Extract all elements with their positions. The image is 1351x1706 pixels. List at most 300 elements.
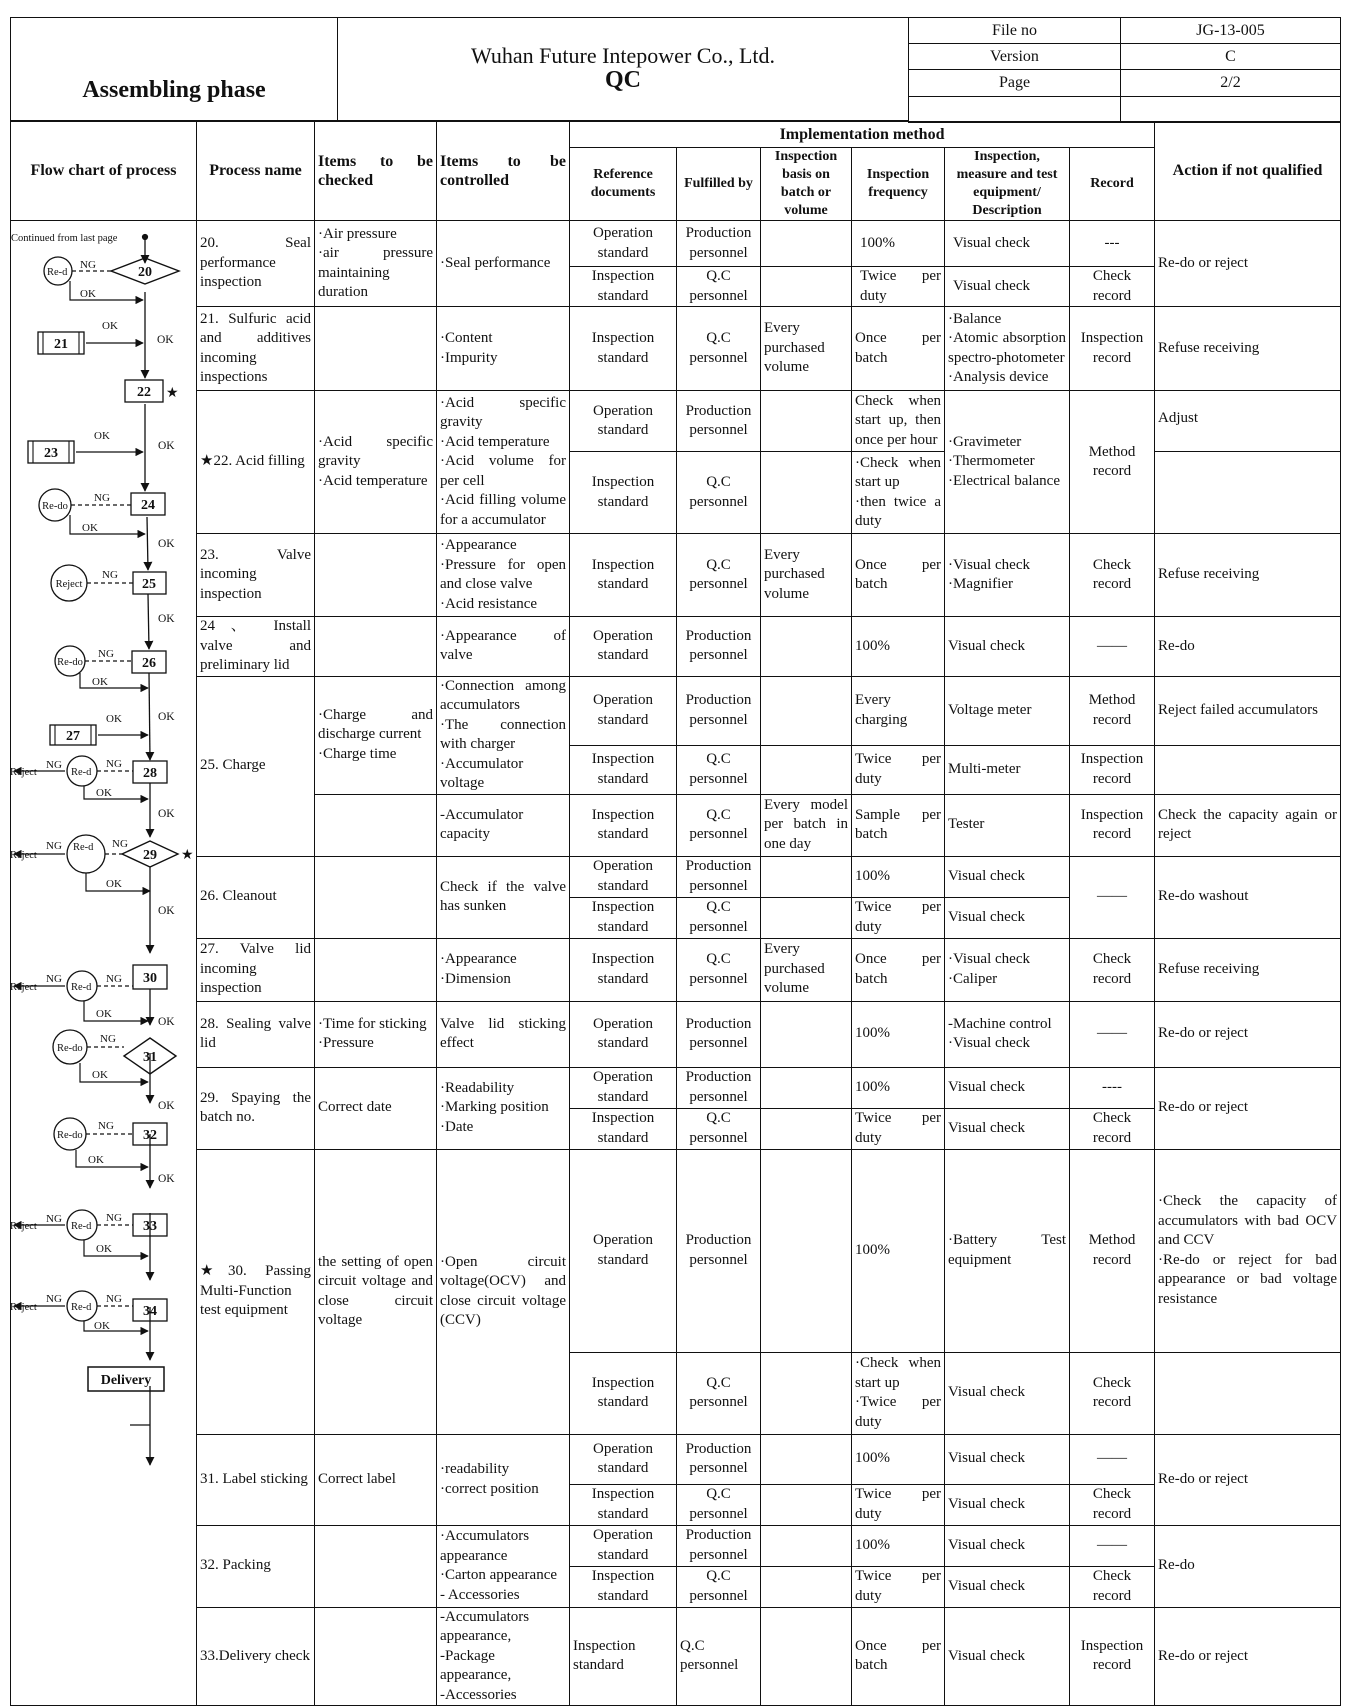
col-inspection-frequency: Inspection frequency (852, 148, 945, 221)
action-22a: Adjust (1155, 391, 1341, 452)
document-title: Assembling phase (10, 17, 337, 121)
flow-step-label-34: 34 (143, 1304, 157, 1319)
equipment-26a: Visual check (945, 856, 1070, 897)
flow-ok-label: OK (80, 288, 96, 300)
flow-ng-label: NG (46, 840, 62, 852)
fulfilled-26b: Q.C personnel (677, 897, 761, 938)
reference-25b: Inspection standard (570, 745, 677, 794)
reference-23: Inspection standard (570, 534, 677, 617)
process-name-24: 24 、 Install valve and preliminary lid (197, 617, 315, 677)
flow-ng-label: NG (106, 973, 122, 985)
items-controlled-20: ·Seal performance (437, 221, 570, 307)
fulfilled-30a: Production personnel (677, 1149, 761, 1352)
items-controlled-32: ·Accumulators appearance ·Carton appearance - Accessories (437, 1525, 570, 1607)
flow-redo-label: Re-do (42, 501, 68, 512)
reference-24: Operation standard (570, 617, 677, 677)
items-checked-25: ·Charge and discharge current ·Charge time (315, 676, 437, 794)
reference-25a: Operation standard (570, 676, 677, 745)
reference-30a: Operation standard (570, 1149, 677, 1352)
flow-delivery-label: Delivery (100, 1373, 152, 1388)
action-27: Refuse receiving (1155, 938, 1341, 1001)
action-25c: Check the capacity again or reject (1155, 794, 1341, 856)
fulfilled-29a: Production personnel (677, 1067, 761, 1108)
action-25a: Reject failed accumulators (1155, 676, 1341, 745)
frequency-22b: ·Check when start up ·then twice a duty (852, 452, 945, 534)
items-checked-31: Correct label (315, 1434, 437, 1525)
process-name-26: 26. Cleanout (197, 856, 315, 938)
basis-27: Every purchased volume (761, 938, 852, 1001)
flow-ok-label: OK (158, 905, 175, 917)
equipment-20a: Visual check (945, 221, 1070, 267)
reference-27: Inspection standard (570, 938, 677, 1001)
flow-ok-return (84, 786, 148, 799)
process-flow-chart (10, 225, 210, 1682)
record-33: Inspection record (1070, 1607, 1155, 1706)
items-checked-29: Correct date (315, 1067, 437, 1149)
items-controlled-33: -Accumulators appearance, -Package appearance, -Accessories (437, 1607, 570, 1706)
flow-ng-label: NG (100, 1033, 116, 1045)
frequency-21: Once per batch (852, 307, 945, 391)
col-reference-documents: Reference documents (570, 148, 677, 221)
flow-ng-label: NG (106, 1293, 122, 1305)
fulfilled-30b: Q.C personnel (677, 1352, 761, 1434)
flow-reject-label: Reject (10, 982, 37, 993)
flow-ok-label: OK (158, 1173, 175, 1185)
flow-ok-label: OK (158, 1016, 175, 1028)
col-items-checked: Items to be checked (315, 122, 437, 221)
company-name: Wuhan Future Intepower Co., Ltd. (471, 43, 775, 68)
flow-redo-label: Re-d (71, 1302, 92, 1313)
flow-redo-label: Re-do (57, 1043, 83, 1054)
equipment-31a: Visual check (945, 1434, 1070, 1484)
items-controlled-21: ·Content ·Impurity (437, 307, 570, 391)
equipment-30b: Visual check (945, 1352, 1070, 1434)
action-31: Re-do or reject (1155, 1434, 1341, 1525)
basis-26b (761, 897, 852, 938)
items-checked-33 (315, 1607, 437, 1706)
process-name-30: ★30. Passing Multi-Function test equipment (197, 1149, 315, 1434)
action-32: Re-do (1155, 1525, 1341, 1607)
fulfilled-31a: Production personnel (677, 1434, 761, 1484)
flow-ok-label: OK (96, 1008, 112, 1020)
record-25b: Inspection record (1070, 745, 1155, 794)
basis-32a (761, 1525, 852, 1566)
flow-step-label-22: 22 (137, 385, 151, 400)
action-24: Re-do (1155, 617, 1341, 677)
reference-26a: Operation standard (570, 856, 677, 897)
reference-32b: Inspection standard (570, 1566, 677, 1607)
flow-start-dot (142, 234, 147, 239)
flow-ok-label: OK (106, 713, 122, 725)
frequency-25c: Sample per batch (852, 794, 945, 856)
flow-reject-label: Reject (10, 1302, 37, 1313)
flow-redo-label: Re-do (57, 657, 83, 668)
items-checked-21 (315, 307, 437, 391)
frequency-30b: ·Check when start up ·Twice per duty (852, 1352, 945, 1434)
fulfilled-32a: Production personnel (677, 1525, 761, 1566)
flow-step-label-25: 25 (142, 577, 156, 592)
fulfilled-22a: Production personnel (677, 391, 761, 452)
flow-ok-label: OK (82, 522, 98, 534)
flow-ok-return (84, 1240, 148, 1256)
frequency-32a: 100% (852, 1525, 945, 1566)
flow-ok-return (80, 673, 148, 688)
reference-33: Inspection standard (570, 1607, 677, 1706)
action-22b (1155, 452, 1341, 534)
flow-ok-return (84, 1001, 148, 1021)
flow-ok-label: OK (158, 1100, 175, 1112)
record-23: Check record (1070, 534, 1155, 617)
basis-31b (761, 1484, 852, 1525)
flow-ng-label: NG (80, 259, 96, 271)
frequency-29a: 100% (852, 1067, 945, 1108)
record-32b: Check record (1070, 1566, 1155, 1607)
fulfilled-33: Q.C personnel (677, 1607, 761, 1706)
action-21: Refuse receiving (1155, 307, 1341, 391)
flow-continued-label: Continued from last page (11, 233, 118, 244)
flow-ng-label: NG (46, 1293, 62, 1305)
flow-ok-label: OK (92, 1069, 108, 1081)
record-28: —— (1070, 1001, 1155, 1067)
items-controlled-31: ·readability ·correct position (437, 1434, 570, 1525)
items-controlled-29: ·Readability ·Marking position ·Date (437, 1067, 570, 1149)
items-checked-28: ·Time for sticking ·Pressure (315, 1001, 437, 1067)
equipment-33: Visual check (945, 1607, 1070, 1706)
record-29a: ---- (1070, 1067, 1155, 1108)
basis-23: Every purchased volume (761, 534, 852, 617)
flow-reject-label: Reject (10, 767, 37, 778)
items-checked-22: ·Acid specific gravity ·Acid temperature (315, 391, 437, 534)
basis-30a (761, 1149, 852, 1352)
flow-step-label-24: 24 (141, 498, 155, 513)
basis-29b (761, 1108, 852, 1149)
flow-step-label-32: 32 (143, 1128, 157, 1143)
flow-ng-label: NG (46, 973, 62, 985)
equipment-28: -Machine control ·Visual check (945, 1001, 1070, 1067)
equipment-25c: Tester (945, 794, 1070, 856)
flow-redo-label: Re-d (71, 1221, 92, 1232)
flow-ng-label: NG (46, 759, 62, 771)
reference-32a: Operation standard (570, 1525, 677, 1566)
reference-22a: Operation standard (570, 391, 677, 452)
flow-step-label-27: 27 (66, 729, 80, 744)
frequency-24: 100% (852, 617, 945, 677)
col-fulfilled-by: Fulfilled by (677, 148, 761, 221)
items-checked-20: ·Air pressure ·air pressure maintaining duration (315, 221, 437, 307)
flow-redo-label: Re-do (57, 1130, 83, 1141)
basis-28 (761, 1001, 852, 1067)
equipment-29a: Visual check (945, 1067, 1070, 1108)
record-24: —— (1070, 617, 1155, 677)
reference-26b: Inspection standard (570, 897, 677, 938)
process-name-23: 23. Valve incoming inspection (197, 534, 315, 617)
frequency-23: Once per batch (852, 534, 945, 617)
flow-ng-label: NG (106, 1212, 122, 1224)
equipment-29b: Visual check (945, 1108, 1070, 1149)
equipment-20b: Visual check (945, 267, 1070, 307)
reference-31b: Inspection standard (570, 1484, 677, 1525)
flow-step-label-28: 28 (143, 766, 157, 781)
flow-ok-label: OK (158, 440, 175, 452)
reference-28: Operation standard (570, 1001, 677, 1067)
flow-ok-label: OK (158, 538, 175, 550)
department-name: QC (605, 67, 641, 93)
items-controlled-25c: -Accumulator capacity (437, 794, 570, 856)
basis-25b (761, 745, 852, 794)
company-header (337, 17, 909, 121)
reference-25c: Inspection standard (570, 794, 677, 856)
frequency-30a: 100% (852, 1149, 945, 1352)
col-process-name: Process name (197, 122, 315, 221)
flow-ok-label: OK (88, 1154, 104, 1166)
reference-30b: Inspection standard (570, 1352, 677, 1434)
flow-redo-label: Re-d (73, 842, 94, 853)
flow-reject-label: Reject (55, 579, 83, 590)
frequency-27: Once per batch (852, 938, 945, 1001)
record-20a: --- (1070, 221, 1155, 267)
process-name-25: 25. Charge (197, 676, 315, 856)
frequency-29b: Twice per duty (852, 1108, 945, 1149)
flow-redo-label: Re-d (47, 267, 68, 278)
reference-31a: Operation standard (570, 1434, 677, 1484)
file-no-value: JG-13-005 (1121, 18, 1341, 44)
action-23: Refuse receiving (1155, 534, 1341, 617)
page-value: 2/2 (1121, 70, 1341, 96)
items-checked-26 (315, 856, 437, 938)
fulfilled-20b: Q.C personnel (677, 267, 761, 307)
col-record: Record (1070, 148, 1155, 221)
frequency-33: Once per batch (852, 1607, 945, 1706)
record-31a: —— (1070, 1434, 1155, 1484)
equipment-30a: ·Battery Test equipment (945, 1149, 1070, 1352)
basis-30b (761, 1352, 852, 1434)
basis-26a (761, 856, 852, 897)
process-name-21: 21. Sulfuric acid and additives incoming inspections (197, 307, 315, 391)
col-inspection-basis: Inspection basis on batch or volume (761, 148, 852, 221)
flow-redo-label: Re-d (71, 982, 92, 993)
frequency-28: 100% (852, 1001, 945, 1067)
fulfilled-25c: Q.C personnel (677, 794, 761, 856)
col-inspection-equipment: Inspection, measure and test equipment/ Description (945, 148, 1070, 221)
frequency-26a: 100% (852, 856, 945, 897)
items-checked-23 (315, 534, 437, 617)
frequency-31a: 100% (852, 1434, 945, 1484)
frequency-32b: Twice per duty (852, 1566, 945, 1607)
items-controlled-27: ·Appearance ·Dimension (437, 938, 570, 1001)
record-20b: Check record (1070, 267, 1155, 307)
flow-ok-label: OK (158, 808, 175, 820)
basis-24 (761, 617, 852, 677)
frequency-20b: Twice per duty (852, 267, 945, 307)
items-checked-27 (315, 938, 437, 1001)
frequency-26b: Twice per duty (852, 897, 945, 938)
basis-29a (761, 1067, 852, 1108)
items-controlled-26: Check if the valve has sunken (437, 856, 570, 938)
flow-ok-label: OK (96, 787, 112, 799)
frequency-25b: Twice per duty (852, 745, 945, 794)
page-label: Page (909, 70, 1121, 96)
fulfilled-20a: Production personnel (677, 221, 761, 267)
flow-ok-label: OK (102, 320, 118, 332)
equipment-25b: Multi-meter (945, 745, 1070, 794)
flow-ng-label: NG (112, 838, 128, 850)
items-controlled-24: ·Appearance of valve (437, 617, 570, 677)
flow-step-label-31: 31 (143, 1050, 157, 1065)
record-31b: Check record (1070, 1484, 1155, 1525)
col-implementation-method: Implementation method (570, 122, 1155, 148)
meta-blank-cell (1121, 96, 1341, 122)
flow-step-label-20: 20 (138, 265, 152, 280)
equipment-31b: Visual check (945, 1484, 1070, 1525)
action-25b (1155, 745, 1341, 794)
flow-ok-label: OK (157, 334, 174, 346)
fulfilled-29b: Q.C personnel (677, 1108, 761, 1149)
process-name-29: 29. Spaying the batch no. (197, 1067, 315, 1149)
process-name-28: 28. Sealing valve lid (197, 1001, 315, 1067)
equipment-24: Visual check (945, 617, 1070, 677)
basis-32b (761, 1566, 852, 1607)
basis-22a (761, 391, 852, 452)
flow-arrow (149, 673, 150, 760)
flow-ok-return (76, 1150, 148, 1167)
flow-step-label-30: 30 (143, 971, 157, 986)
equipment-21: ·Balance ·Atomic absorption spectro-photometer ·Analysis device (945, 307, 1070, 391)
basis-31a (761, 1434, 852, 1484)
record-29b: Check record (1070, 1108, 1155, 1149)
basis-22b (761, 452, 852, 534)
action-30a: ·Check the capacity of accumulators with bad OCV and CCV ·Re-do or reject for bad appearance or bad voltage resistance (1155, 1149, 1341, 1352)
fulfilled-24: Production personnel (677, 617, 761, 677)
record-25c: Inspection record (1070, 794, 1155, 856)
action-33: Re-do or reject (1155, 1607, 1341, 1706)
version-label: Version (909, 44, 1121, 70)
flow-step-label-29: 29 (143, 848, 157, 863)
reference-22b: Inspection standard (570, 452, 677, 534)
reference-20a: Operation standard (570, 221, 677, 267)
action-26: Re-do washout (1155, 856, 1341, 938)
process-name-33: 33.Delivery check (197, 1607, 315, 1706)
record-26: —— (1070, 856, 1155, 938)
equipment-32a: Visual check (945, 1525, 1070, 1566)
flow-reject-label: Reject (10, 850, 37, 861)
basis-25a (761, 676, 852, 745)
flow-ok-label: OK (92, 676, 108, 688)
items-controlled-23: ·Appearance ·Pressure for open and close valve ·Acid resistance (437, 534, 570, 617)
meta-blank-cell (909, 96, 1121, 122)
frequency-25a: Every charging (852, 676, 945, 745)
record-30a: Method record (1070, 1149, 1155, 1352)
action-28: Re-do or reject (1155, 1001, 1341, 1067)
flow-ng-label: NG (98, 1120, 114, 1132)
process-name-22: ★22. Acid filling (197, 391, 315, 534)
record-30b: Check record (1070, 1352, 1155, 1434)
flow-critical-star: ★ (181, 848, 194, 863)
flow-ok-label: OK (158, 711, 175, 723)
basis-25c: Every model per batch in one day (761, 794, 852, 856)
flow-ng-label: NG (102, 569, 118, 581)
reference-29b: Inspection standard (570, 1108, 677, 1149)
record-32a: —— (1070, 1525, 1155, 1566)
process-name-27: 27. Valve lid incoming inspection (197, 938, 315, 1001)
items-checked-24 (315, 617, 437, 677)
flow-ng-label: NG (106, 758, 122, 770)
record-25a: Method record (1070, 676, 1155, 745)
action-30b (1155, 1352, 1341, 1434)
action-20: Re-do or reject (1155, 221, 1341, 307)
equipment-22: ·Gravimeter ·Thermometer ·Electrical balance (945, 391, 1070, 534)
flow-ng-label: NG (46, 1213, 62, 1225)
basis-20a (761, 221, 852, 267)
equipment-32b: Visual check (945, 1566, 1070, 1607)
process-name-32: 32. Packing (197, 1525, 315, 1607)
fulfilled-25a: Production personnel (677, 676, 761, 745)
flow-reject-label: Reject (10, 1221, 37, 1232)
fulfilled-23: Q.C personnel (677, 534, 761, 617)
basis-21: Every purchased volume (761, 307, 852, 391)
frequency-20a: 100% (852, 221, 945, 267)
flow-arrow (148, 594, 149, 649)
fulfilled-21: Q.C personnel (677, 307, 761, 391)
items-controlled-30: ·Open circuit voltage(OCV) and close circuit voltage (CCV) (437, 1149, 570, 1434)
action-29: Re-do or reject (1155, 1067, 1341, 1149)
flow-ok-label: OK (106, 878, 122, 890)
equipment-27: ·Visual check ·Caliper (945, 938, 1070, 1001)
equipment-26b: Visual check (945, 897, 1070, 938)
process-name-20: 20. Seal performance inspection (197, 221, 315, 307)
reference-20b: Inspection standard (570, 267, 677, 307)
col-action-if-not-qualified: Action if not qualified (1155, 122, 1341, 221)
col-items-controlled: Items to be controlled (437, 122, 570, 221)
items-controlled-28: Valve lid sticking effect (437, 1001, 570, 1067)
items-checked-30: the setting of open circuit voltage and close circuit voltage (315, 1149, 437, 1434)
flow-step-label-33: 33 (143, 1219, 157, 1234)
fulfilled-32b: Q.C personnel (677, 1566, 761, 1607)
equipment-25a: Voltage meter (945, 676, 1070, 745)
equipment-23: ·Visual check ·Magnifier (945, 534, 1070, 617)
flow-ok-label: OK (94, 430, 110, 442)
fulfilled-28: Production personnel (677, 1001, 761, 1067)
flow-redo-circle (67, 835, 105, 873)
flow-ok-label: OK (94, 1320, 110, 1332)
document-meta-table (908, 17, 1341, 123)
fulfilled-22b: Q.C personnel (677, 452, 761, 534)
reference-29a: Operation standard (570, 1067, 677, 1108)
record-21: Inspection record (1070, 307, 1155, 391)
fulfilled-31b: Q.C personnel (677, 1484, 761, 1525)
flow-critical-star: ★ (166, 386, 179, 401)
basis-20b (761, 267, 852, 307)
fulfilled-27: Q.C personnel (677, 938, 761, 1001)
flow-step-label-21: 21 (54, 337, 68, 352)
flow-redo-label: Re-d (71, 767, 92, 778)
items-checked-25c (315, 794, 437, 856)
fulfilled-25b: Q.C personnel (677, 745, 761, 794)
frequency-31b: Twice per duty (852, 1484, 945, 1525)
flow-ok-label: OK (158, 613, 175, 625)
flow-ng-label: NG (98, 648, 114, 660)
flow-step-label-23: 23 (44, 446, 58, 461)
file-no-label: File no (909, 18, 1121, 44)
flow-arrow (147, 517, 148, 570)
basis-33 (761, 1607, 852, 1706)
flow-step-label-26: 26 (142, 656, 156, 671)
items-controlled-22: ·Acid specific gravity ·Acid temperature ·Acid volume for per cell ·Acid filling volume for a accumulator (437, 391, 570, 534)
items-checked-32 (315, 1525, 437, 1607)
record-22: Method record (1070, 391, 1155, 534)
record-27: Check record (1070, 938, 1155, 1001)
col-flow-chart: Flow chart of process (11, 122, 197, 221)
fulfilled-26a: Production personnel (677, 856, 761, 897)
